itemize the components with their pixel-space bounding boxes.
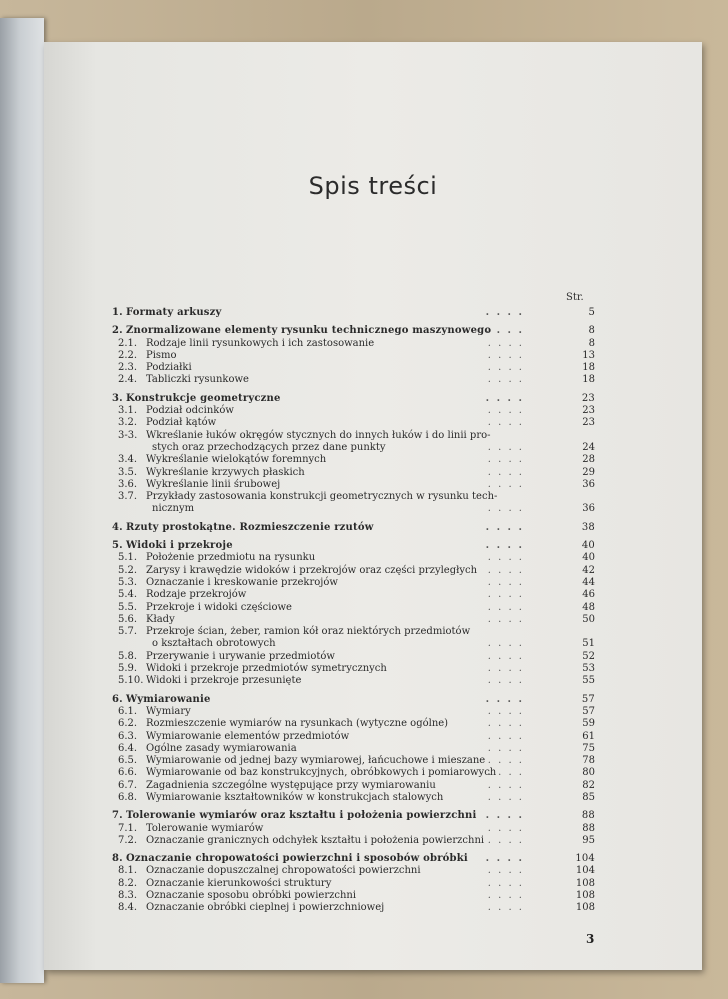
toc-page-number: 80 bbox=[582, 767, 595, 779]
toc-leader-dots: . . . . bbox=[487, 441, 524, 453]
toc-number: 6.3. bbox=[118, 730, 138, 742]
toc-page-number: 57 bbox=[582, 705, 595, 717]
toc-chapter bbox=[112, 325, 594, 337]
toc-entry bbox=[112, 902, 594, 914]
toc-number: 3-3. bbox=[118, 429, 138, 441]
toc-number: 4. bbox=[112, 521, 123, 533]
toc-entry bbox=[112, 589, 594, 601]
toc-title: Tolerowanie wymiarów bbox=[146, 822, 264, 834]
toc-title: Zagadnienia szczególne występujące przy wymiarowaniu bbox=[146, 779, 436, 791]
toc-title: Przerywanie i urywanie przedmiotów bbox=[146, 650, 335, 662]
page-title: Spis treści bbox=[308, 172, 438, 200]
toc-title: Wymiary bbox=[146, 705, 191, 717]
toc-number: 5.5. bbox=[118, 601, 138, 613]
toc-entry bbox=[112, 792, 594, 804]
toc-page-number: 61 bbox=[582, 730, 595, 742]
toc-page-number: 51 bbox=[582, 638, 595, 650]
toc-entry bbox=[112, 638, 594, 650]
toc-title: Zarysy i krawędzie widoków i przekrojów oraz części przyległych bbox=[146, 564, 478, 576]
toc-number: 6.5. bbox=[118, 755, 138, 767]
toc-chapter bbox=[112, 853, 594, 865]
toc-entry bbox=[112, 552, 594, 564]
toc-number: 8.3. bbox=[118, 890, 138, 902]
toc-number: 3.7. bbox=[118, 491, 138, 503]
toc-leader-dots: . . . . bbox=[487, 834, 524, 846]
toc-title: Położenie przedmiotu na rysunku bbox=[146, 552, 316, 564]
toc-chapter bbox=[112, 522, 594, 534]
toc-leader-dots: . . . . bbox=[487, 742, 524, 754]
toc-leader-dots: . . . . bbox=[487, 466, 524, 478]
toc-leader-dots: . . . . bbox=[487, 337, 524, 349]
toc-leader-dots: . . . . bbox=[487, 675, 524, 687]
toc-number: 8.1. bbox=[118, 865, 138, 877]
toc-leader-dots: . . . . bbox=[487, 374, 524, 386]
book-page bbox=[44, 42, 702, 970]
toc-title: Podział odcinków bbox=[146, 405, 234, 417]
toc-entry bbox=[112, 503, 594, 515]
toc-page-number: 46 bbox=[582, 589, 595, 601]
toc-leader-dots: . . . . bbox=[487, 417, 524, 429]
toc-title: Oznaczanie dopuszczalnej chropowatości powierzchni bbox=[146, 865, 421, 877]
toc-entry bbox=[112, 565, 594, 577]
toc-page-number: 78 bbox=[582, 755, 595, 767]
toc-page-number: 23 bbox=[581, 392, 595, 404]
book-cover-board bbox=[0, 18, 44, 983]
toc-title: Rodzaje przekrojów bbox=[146, 589, 247, 601]
toc-leader-dots: . . . . bbox=[487, 705, 524, 717]
toc-leader-dots: . . . . bbox=[487, 601, 524, 613]
toc-entry bbox=[112, 767, 594, 779]
toc-leader-dots: . . . . bbox=[487, 650, 524, 662]
toc-number: 5.7. bbox=[118, 626, 138, 638]
toc-entry bbox=[112, 442, 594, 454]
toc-number: 6.2. bbox=[118, 718, 138, 730]
toc-number: 1. bbox=[112, 307, 123, 318]
toc-page-number: 88 bbox=[581, 810, 595, 822]
toc-page-number: 52 bbox=[582, 650, 595, 662]
toc-page-number: 40 bbox=[581, 540, 595, 552]
toc-page-number: 8 bbox=[588, 337, 595, 349]
toc-entry bbox=[112, 718, 594, 730]
toc-chapter bbox=[112, 540, 594, 552]
toc-leader-dots: . . . . bbox=[487, 589, 524, 601]
toc-entry bbox=[112, 626, 594, 638]
toc-chapter bbox=[112, 393, 594, 405]
toc-leader-dots: . . . . bbox=[487, 791, 524, 803]
toc-page-number: 104 bbox=[575, 865, 595, 877]
toc-leader-dots: . . . . bbox=[487, 454, 524, 466]
toc-page-number: 28 bbox=[582, 454, 595, 466]
toc-number: 5.1. bbox=[118, 552, 138, 564]
toc-leader-dots: . . . . bbox=[487, 767, 524, 779]
toc-title: Widoki i przekroje przedmiotów symetrycznych bbox=[146, 663, 387, 675]
toc-number: 2.1. bbox=[118, 337, 138, 349]
toc-leader-dots: . . . . bbox=[485, 521, 524, 533]
toc-leader-dots: . . . . bbox=[487, 576, 524, 588]
table-of-contents bbox=[112, 307, 594, 915]
toc-page-number: 5 bbox=[588, 307, 595, 318]
toc-leader-dots: . . . . bbox=[485, 810, 524, 822]
toc-leader-dots: . . . . bbox=[485, 693, 524, 705]
toc-entry bbox=[112, 835, 594, 847]
toc-page-number: 48 bbox=[582, 601, 595, 613]
toc-number: 7. bbox=[112, 810, 123, 822]
toc-number: 8.2. bbox=[118, 877, 138, 889]
toc-entry bbox=[112, 454, 594, 466]
toc-title: Podział kątów bbox=[146, 417, 217, 429]
toc-page-number: 88 bbox=[582, 822, 595, 834]
toc-entry bbox=[112, 878, 594, 890]
toc-entry bbox=[112, 731, 594, 743]
toc-entry bbox=[112, 467, 594, 479]
toc-page-number: 55 bbox=[582, 675, 595, 687]
toc-leader-dots: . . . . bbox=[487, 779, 524, 791]
toc-entry bbox=[112, 374, 594, 386]
toc-leader-dots: . . . . bbox=[487, 552, 524, 564]
toc-entry bbox=[112, 651, 594, 663]
toc-page-number: 50 bbox=[582, 613, 595, 625]
toc-number: 6. bbox=[112, 693, 123, 705]
toc-title: Wymiarowanie od jednej bazy wymiarowej, łańcuchowe i mieszane bbox=[146, 755, 486, 767]
toc-number: 2.2. bbox=[118, 349, 138, 361]
toc-chapter bbox=[112, 694, 594, 706]
toc-title: Wymiarowanie od baz konstrukcyjnych, obróbkowych i pomiarowych bbox=[146, 767, 497, 779]
toc-title: Oznaczanie sposobu obróbki powierzchni bbox=[146, 890, 357, 902]
toc-number: 5.9. bbox=[118, 663, 138, 675]
toc-leader-dots: . . . . bbox=[485, 307, 524, 318]
toc-title: Wymiarowanie kształtowników w konstrukcjach stalowych bbox=[146, 791, 444, 803]
toc-leader-dots: . . . . bbox=[487, 755, 524, 767]
toc-title: Znormalizowane elementy rysunku technicznego maszynowego bbox=[126, 325, 492, 337]
toc-title: Widoki i przekroje bbox=[126, 540, 233, 552]
toc-leader-dots: . . . . bbox=[487, 564, 524, 576]
toc-leader-dots: . . . . bbox=[487, 405, 524, 417]
toc-leader-dots: . . . . bbox=[487, 730, 524, 742]
toc-leader-dots: . . . . bbox=[487, 718, 524, 730]
toc-number: 3. bbox=[112, 392, 123, 404]
toc-leader-dots: . . . . bbox=[485, 392, 524, 404]
toc-page-number: 23 bbox=[582, 417, 595, 429]
toc-leader-dots: . . . . bbox=[487, 822, 524, 834]
toc-leader-dots: . . . . bbox=[485, 325, 524, 337]
toc-page-number: 36 bbox=[582, 503, 595, 515]
toc-entry bbox=[112, 823, 594, 835]
toc-title: Przykłady zastosowania konstrukcji geometrycznych w rysunku tech- bbox=[146, 491, 498, 503]
toc-number: 5.10. bbox=[118, 675, 144, 687]
toc-page-number: 8 bbox=[588, 325, 595, 337]
toc-entry bbox=[112, 338, 594, 350]
toc-page-number: 108 bbox=[575, 877, 595, 889]
toc-entry bbox=[112, 755, 594, 767]
toc-leader-dots: . . . . bbox=[485, 853, 524, 865]
toc-number: 5. bbox=[112, 540, 123, 552]
toc-number: 3.6. bbox=[118, 478, 138, 490]
toc-entry bbox=[112, 706, 594, 718]
toc-page-number: 108 bbox=[575, 890, 595, 902]
toc-title: Tabliczki rysunkowe bbox=[146, 374, 249, 386]
toc-title: Przekroje i widoki częściowe bbox=[146, 601, 292, 613]
toc-entry bbox=[112, 405, 594, 417]
toc-number: 3.5. bbox=[118, 466, 138, 478]
toc-chapter bbox=[112, 810, 594, 822]
toc-entry bbox=[112, 430, 594, 442]
toc-page-number: 82 bbox=[582, 779, 595, 791]
toc-page-number: 108 bbox=[575, 902, 595, 914]
toc-leader-dots: . . . . bbox=[487, 663, 524, 675]
toc-leader-dots: . . . . bbox=[487, 890, 524, 902]
page-column-label: Str. bbox=[566, 292, 584, 303]
toc-page-number: 24 bbox=[582, 441, 595, 453]
toc-title: Widoki i przekroje przesunięte bbox=[146, 675, 302, 687]
toc-number: 5.6. bbox=[118, 613, 138, 625]
toc-title: Rzuty prostokątne. Rozmieszczenie rzutów bbox=[126, 521, 374, 533]
toc-number: 7.1. bbox=[118, 822, 138, 834]
toc-page-number: 104 bbox=[575, 853, 595, 865]
toc-number: 5.4. bbox=[118, 589, 138, 601]
toc-title: Wykreślanie linii śrubowej bbox=[146, 478, 281, 490]
toc-title: stych oraz przechodzących przez dane punkty bbox=[152, 441, 386, 453]
toc-page-number: 13 bbox=[582, 349, 595, 361]
toc-title: Przekroje ścian, żeber, ramion kół oraz niektórych przedmiotów bbox=[146, 626, 471, 638]
toc-title: Formaty arkuszy bbox=[126, 307, 222, 318]
toc-page-number: 18 bbox=[582, 374, 595, 386]
toc-number: 7.2. bbox=[118, 834, 138, 846]
toc-leader-dots: . . . . bbox=[487, 503, 524, 515]
toc-page-number: 40 bbox=[582, 552, 595, 564]
toc-leader-dots: . . . . bbox=[487, 877, 524, 889]
toc-title: Pismo bbox=[146, 349, 177, 361]
toc-number: 3.2. bbox=[118, 417, 138, 429]
toc-number: 5.8. bbox=[118, 650, 138, 662]
toc-leader-dots: . . . . bbox=[487, 349, 524, 361]
toc-number: 6.7. bbox=[118, 779, 138, 791]
toc-page-number: 57 bbox=[581, 693, 595, 705]
toc-number: 3.4. bbox=[118, 454, 138, 466]
toc-title: Wymiarowanie elementów przedmiotów bbox=[146, 730, 350, 742]
toc-title: Oznaczanie i kreskowanie przekrojów bbox=[146, 576, 338, 588]
toc-page-number: 23 bbox=[582, 405, 595, 417]
toc-title: Oznaczanie obróbki cieplnej i powierzchniowej bbox=[146, 902, 385, 914]
toc-title: Oznaczanie kierunkowości struktury bbox=[146, 877, 332, 889]
toc-leader-dots: . . . . bbox=[487, 362, 524, 374]
toc-entry bbox=[112, 780, 594, 792]
toc-entry bbox=[112, 602, 594, 614]
toc-title: Rodzaje linii rysunkowych i ich zastosowanie bbox=[146, 337, 375, 349]
toc-page-number: 29 bbox=[582, 466, 595, 478]
toc-leader-dots: . . . . bbox=[487, 478, 524, 490]
toc-entry bbox=[112, 614, 594, 626]
toc-page-number: 95 bbox=[582, 834, 595, 846]
toc-title: Podziałki bbox=[146, 362, 192, 374]
toc-number: 2.4. bbox=[118, 374, 138, 386]
toc-number: 5.3. bbox=[118, 576, 138, 588]
toc-leader-dots: . . . . bbox=[487, 638, 524, 650]
page-number: 3 bbox=[586, 932, 595, 946]
toc-entry bbox=[112, 743, 594, 755]
toc-title: Ogólne zasady wymiarowania bbox=[146, 742, 297, 754]
toc-entry bbox=[112, 663, 594, 675]
toc-page-number: 42 bbox=[582, 564, 595, 576]
toc-entry bbox=[112, 675, 594, 687]
toc-page-number: 18 bbox=[582, 362, 595, 374]
toc-number: 6.6. bbox=[118, 767, 138, 779]
toc-entry bbox=[112, 362, 594, 374]
toc-title: Konstrukcje geometryczne bbox=[126, 392, 281, 404]
toc-page-number: 36 bbox=[582, 478, 595, 490]
toc-page-number: 38 bbox=[581, 521, 595, 533]
toc-title: Kłady bbox=[146, 613, 175, 625]
toc-entry bbox=[112, 491, 594, 503]
toc-number: 6.1. bbox=[118, 705, 138, 717]
toc-title: Wykreślanie krzywych płaskich bbox=[146, 466, 305, 478]
toc-number: 2.3. bbox=[118, 362, 138, 374]
toc-entry bbox=[112, 865, 594, 877]
toc-number: 2. bbox=[112, 325, 123, 337]
toc-title: Wkreślanie łuków okręgów stycznych do innych łuków i do linii pro- bbox=[146, 429, 491, 441]
toc-leader-dots: . . . . bbox=[485, 540, 524, 552]
toc-page-number: 59 bbox=[582, 718, 595, 730]
toc-leader-dots: . . . . bbox=[487, 902, 524, 914]
toc-leader-dots: . . . . bbox=[487, 613, 524, 625]
toc-number: 8. bbox=[112, 853, 123, 865]
toc-title: Tolerowanie wymiarów oraz kształtu i położenia powierzchni bbox=[126, 810, 477, 822]
toc-title: Wykreślanie wielokątów foremnych bbox=[146, 454, 327, 466]
toc-leader-dots: . . . . bbox=[487, 865, 524, 877]
toc-number: 6.8. bbox=[118, 791, 138, 803]
toc-title: o kształtach obrotowych bbox=[152, 638, 276, 650]
toc-number: 6.4. bbox=[118, 742, 138, 754]
toc-entry bbox=[112, 479, 594, 491]
toc-entry bbox=[112, 890, 594, 902]
toc-entry bbox=[112, 577, 594, 589]
toc-entry bbox=[112, 417, 594, 429]
toc-title: Oznaczanie granicznych odchyłek kształtu i położenia powierzchni bbox=[146, 834, 485, 846]
toc-title: Rozmieszczenie wymiarów na rysunkach (wytyczne ogólne) bbox=[146, 718, 449, 730]
toc-title: Oznaczanie chropowatości powierzchni i sposobów obróbki bbox=[126, 853, 468, 865]
toc-page-number: 85 bbox=[582, 791, 595, 803]
toc-entry bbox=[112, 350, 594, 362]
toc-chapter bbox=[112, 307, 594, 319]
toc-number: 3.1. bbox=[118, 405, 138, 417]
toc-title: Wymiarowanie bbox=[126, 693, 211, 705]
toc-number: 5.2. bbox=[118, 564, 138, 576]
toc-page-number: 44 bbox=[582, 576, 595, 588]
toc-number: 8.4. bbox=[118, 902, 138, 914]
toc-page-number: 53 bbox=[582, 663, 595, 675]
toc-title: nicznym bbox=[152, 503, 195, 515]
toc-page-number: 75 bbox=[582, 742, 595, 754]
